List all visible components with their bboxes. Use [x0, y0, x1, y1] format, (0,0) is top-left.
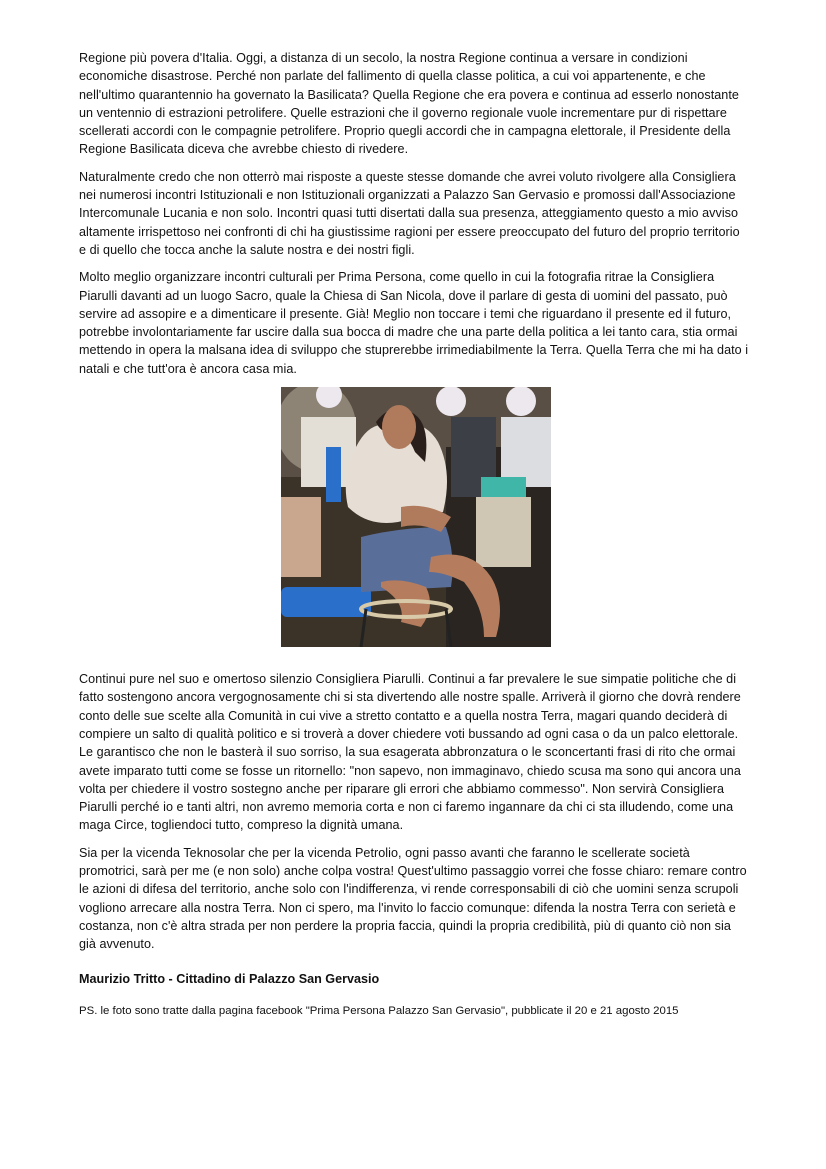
paragraph: Regione più povera d'Italia. Oggi, a distanza di un secolo, la nostra Regione continua a versare in condizioni economiche disastrose. Perché non parlate del fallimento di quella classe politica, a cui voi appartenente, e che nell'ultimo quarantennio ha governato la Basilicata? Quella Regione che era povera e continua ad esserlo nonostante un ventennio di estrazioni petrolifere. Quelle estrazioni che il governo regionale vuole incrementare pur di rispettare scellerati accordi con le compagnie petrolifere. Proprio quegli accordi che in campagna elettorale, il Presidente della Regione Basilicata diceva che avrebbe chiesto di rivedere.	[79, 51, 739, 157]
paragraph: Molto meglio organizzare incontri culturali per Prima Persona, come quello in cui la fotografia ritrae la Consigliera Piarulli davanti ad un luogo Sacro, quale la Chiesa di San Nicola, dove il parlare di gesta di uomini del passato, può servire ad assopire e a dimenticare il presente. Già! Meglio non toccare i temi che riguardano il presente ed il futuro, potrebbe involontariamente far uscire dalla sua bocca di madre che una parte della politica a lei tanto cara, stia ormai mettendo in opera la malsana idea di sviluppo che stuprerebbe irrimediabilmente la Terra. Quella Terra che mi ha dato i natali e che tutt'ora è ancora casa mia.	[79, 270, 749, 376]
photo-container	[79, 387, 749, 647]
author-signature: Maurizio Tritto - Cittadino di Palazzo San Gervasio	[79, 971, 380, 986]
paragraph: Sia per la vicenda Teknosolar che per la vicenda Petrolio, ogni passo avanti che faranno le scellerate società promotrici, sarà per me (e non solo) anche colpa vostra! Quest'ultimo passaggio vorrei che fosse chiaro: remare contro le azioni di difesa del territorio, anche solo con l'indifferenza, vi rende corresponsabili di ciò che uomini senza scrupoli vogliono arrecare alla nostra Terra. Non ci spero, ma l'invito lo faccio comunque: difenda la nostra Terra con serietà e costanza, non c'è altra strada per non perdere la propria faccia, quindi la propria credibilità, più di quanto ciò non sia già avvenuto.	[79, 845, 747, 952]
paragraph: Continui pure nel suo e omertoso silenzio Consigliera Piarulli. Continui a far prevalere le sue simpatie politiche che di fatto sostengono ancora vergognosamente chi si sta divertendo alle nostre spalle. Arriverà il giorno che dovrà rendere conto delle sue scelte alla Comunità in cui vive a stretto contatto e a quella nostra Terra, magari quando deciderà di compiere un salto di qualità politico e si troverà a dover chiedere voti bussando ad ogni casa o da un palco elettorale. Le garantisco che non le basterà il suo sorriso, la sua esagerata abbronzatura o le sconcertanti frasi di rito che ormai avete imparato tutti come se fosse un ritornello: "non sapevo, non immaginavo, chiedo scusa ma sono qui ancora una volta per chiedere il vostro sostegno anche per riparare gli errori che abbiamo commesso". Non servirà Consigliera Piarulli perché io e tanti altri, non avremo memoria corta e non ci faremo ingannare da chi ci sta illudendo, come una maga Circe, togliendoci tutto, compreso la dignità umana.	[79, 672, 741, 833]
article	[79, 49, 749, 1019]
paragraph: Naturalmente credo che non otterrò mai risposte a queste stesse domande che avrei voluto rivolgere alla Consigliera nei numerosi incontri Istituzionali e non Istituzionali organizzati a Palazzo San Gervasio e promossi dall'Associazione Intercomunale Lucania e non solo. Incontri quasi tutti disertati dalla sua presenza, atteggiamento questo a mio avviso altamente irrispettoso nei confronti di chi ha giustissime ragioni per essere preoccupato del futuro del proprio territorio e di quello che tocca anche la salute nostra e dei nostri figli.	[79, 169, 740, 257]
postscript: PS. le foto sono tratte dalla pagina facebook "Prima Persona Palazzo San Gervasio", pubblicate il 20 e 21 agosto 2015	[79, 1004, 679, 1017]
article-photo	[281, 387, 551, 647]
